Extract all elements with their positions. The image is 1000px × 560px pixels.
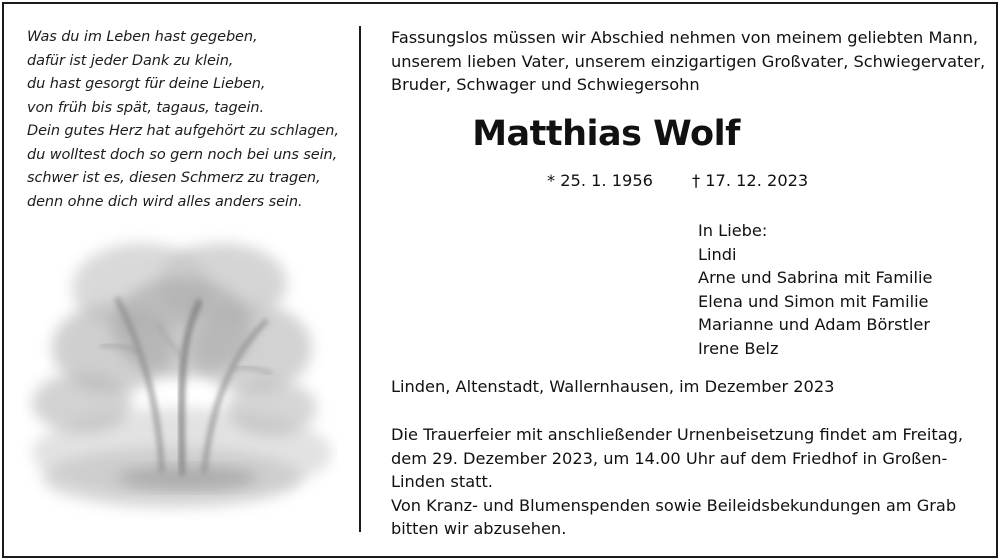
- mourner-item: Marianne und Adam Börstler: [698, 315, 930, 335]
- death-date: † 17. 12. 2023: [692, 171, 809, 190]
- deceased-name: Matthias Wolf: [472, 114, 740, 154]
- poem-line: du wolltest doch so gern noch bei uns sein,: [27, 146, 338, 163]
- notice-line: dem 29. Dezember 2023, um 14.00 Uhr auf dem Friedhof in Großen-: [391, 448, 948, 468]
- mourner-item: Arne und Sabrina mit Familie: [698, 268, 933, 288]
- poem-line: denn ohne dich wird alles anders sein.: [27, 193, 303, 210]
- intro-text: [391, 26, 986, 97]
- place-and-date: Linden, Altenstadt, Wallernhausen, im Dezember 2023: [391, 377, 835, 396]
- mourners-heading: In Liebe:: [698, 221, 768, 240]
- birth-date: * 25. 1. 1956: [547, 171, 653, 190]
- intro-line: Fassungslos müssen wir Abschied nehmen von meinem geliebten Mann,: [391, 28, 979, 47]
- poem-line: Was du im Leben hast gegeben,: [27, 29, 258, 45]
- notice-line: Von Kranz- und Blumenspenden sowie Beileidsbekundungen am Grab: [391, 495, 957, 515]
- mourners-list: [698, 219, 932, 361]
- intro-line: Bruder, Schwager und Schwiegersohn: [391, 75, 700, 94]
- mourner-item: Irene Belz: [698, 338, 779, 358]
- poem-line: dafür ist jeder Dank zu klein,: [27, 52, 234, 69]
- column-divider: [359, 26, 361, 532]
- mourner-item: Lindi: [698, 244, 737, 264]
- poem-line: schwer ist es, diesen Schmerz zu tragen,: [27, 170, 321, 186]
- mourner-item: Elena und Simon mit Familie: [698, 291, 929, 311]
- notice-line: Linden statt.: [391, 472, 493, 491]
- intro-line: unserem lieben Vater, unserem einzigartigen Großvater, Schwiegervater,: [391, 51, 986, 71]
- poem-line: du hast gesorgt für deine Lieben,: [27, 76, 266, 92]
- notice-line: bitten wir abzusehen.: [391, 519, 567, 538]
- tree-icon: [22, 228, 338, 526]
- tree-illustration: [22, 228, 338, 526]
- notice-line: Die Trauerfeier mit anschließender Urnenbeisetzung findet am Freitag,: [391, 425, 964, 444]
- poem: [27, 26, 347, 214]
- poem-line: Dein gutes Herz hat aufgehört zu schlagen,: [27, 123, 339, 139]
- funeral-notice: [391, 423, 963, 541]
- poem-line: von früh bis spät, tagaus, tagein.: [27, 99, 264, 116]
